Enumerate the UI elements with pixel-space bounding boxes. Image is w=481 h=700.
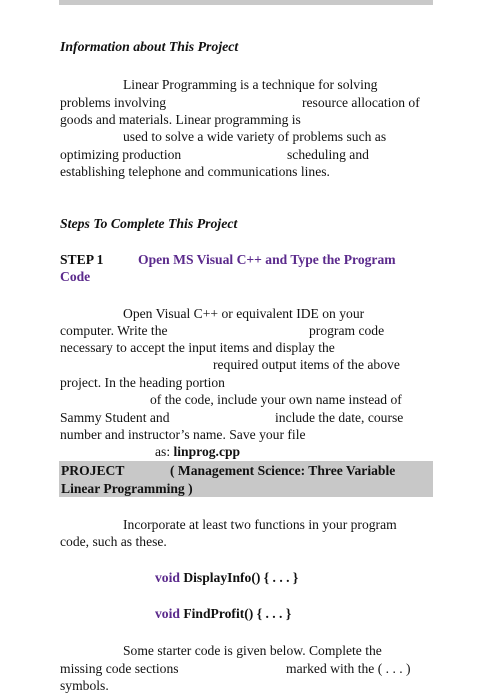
functions-intro-2: code, such as these.: [60, 534, 167, 549]
step1-title-cont: Code: [60, 269, 91, 284]
function-find-profit: [155, 606, 291, 622]
intro-line-6: establishing telephone and communications lines.: [60, 164, 330, 179]
function-display-info: [155, 570, 298, 586]
project-title-cont: Linear Programming ): [61, 481, 193, 496]
starter-line-2b: marked with the ( . . . ): [286, 661, 411, 676]
starter-line-1: Some starter code is given below. Complete the: [123, 643, 382, 658]
filename: linprog.cpp: [173, 444, 241, 459]
intro-line-2b: resource allocation of: [302, 95, 420, 110]
step1-line-8: number and instructor’s name. Save your file: [60, 427, 306, 442]
keyword-void: void: [155, 606, 180, 621]
step1-label: STEP 1: [60, 252, 104, 267]
intro-line-5b: scheduling and: [287, 147, 369, 162]
intro-line-3: goods and materials. Linear programming is: [60, 112, 301, 127]
project-label: PROJECT: [61, 463, 125, 478]
step1-line-5: project. In the heading portion: [60, 375, 225, 390]
steps-heading: Steps To Complete This Project: [60, 216, 238, 231]
keyword-void: void: [155, 570, 180, 585]
intro-line-2a: problems involving: [60, 95, 167, 110]
project-title: ( Management Science: Three Variable: [170, 463, 396, 478]
intro-line-4: used to solve a wide variety of problems such as: [123, 129, 387, 144]
intro-line-1: Linear Programming is a technique for solving: [123, 77, 378, 92]
step1-line-7a: Sammy Student and: [60, 410, 170, 425]
top-divider: [59, 0, 433, 5]
starter-line-2a: missing code sections: [60, 661, 179, 676]
step1-line-9: [155, 444, 240, 460]
function-signature: DisplayInfo() { . . . }: [179, 570, 299, 585]
step1-line-1: Open Visual C++ or equivalent IDE on your: [123, 306, 365, 321]
step1-line-4: required output items of the above: [213, 357, 400, 372]
step1-line-6: of the code, include your own name instead of: [150, 392, 402, 407]
starter-line-3: symbols.: [60, 678, 109, 693]
step1-line-2a: computer. Write the: [60, 323, 168, 338]
save-as-label: as:: [155, 444, 174, 459]
step1-line-2b: program code: [309, 323, 385, 338]
step1-line-7b: include the date, course: [275, 410, 404, 425]
info-heading: Information about This Project: [60, 39, 239, 54]
functions-intro-1: Incorporate at least two functions in your program: [123, 517, 397, 532]
function-signature: FindProfit() { . . . }: [179, 606, 292, 621]
intro-line-5a: optimizing production: [60, 147, 182, 162]
step1-line-3: necessary to accept the input items and display the: [60, 340, 335, 355]
step1-title: Open MS Visual C++ and Type the Program: [138, 252, 396, 267]
